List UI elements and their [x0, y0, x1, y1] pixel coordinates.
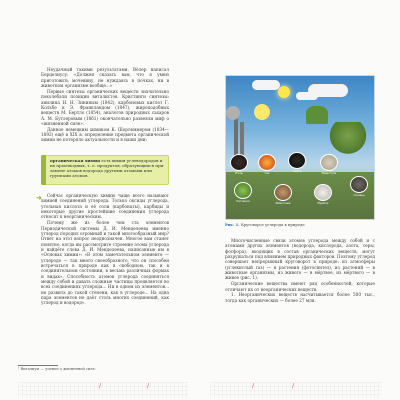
- paragraph: Сейчас органическую химию чаще всего называют химией соединений углерода. Только оксиды углерода, угольная кислота и её соли (карбонаты), карбиды и некоторые другие простейшие соединения углерода относят к неорганическим.: [41, 193, 169, 220]
- arrow-icon: ➜: [36, 194, 42, 202]
- paragraph: Данное немецким химиком К. Шорлеммером (1834—1892) ещё в XIX в. определение предмета органической химии не потеряло актуальности и в наши дни:: [41, 126, 169, 143]
- tree-icon: [326, 122, 370, 156]
- definition-marker: [41, 155, 46, 185]
- tick-mark: [252, 384, 254, 390]
- cloud-icon: [296, 92, 318, 100]
- grid-strip: [210, 382, 382, 398]
- cloud-icon: [252, 80, 280, 90]
- figure-label: Нефть: [292, 169, 302, 173]
- figure-caption: [225, 222, 375, 227]
- definition-term: органическая химия: [50, 158, 101, 163]
- paragraph: Почему же из более чем ста элементов Периодической системы Д. И. Менделеева именно углерод породил огромный и такой многообразный мир? Ответ на этот вопрос неоднозначен. Многое вам станет понятно, когда вы рассмотрите строение атома углерода и найдёте слова Д. И. Менделеева, написанные им в «Основах химии»: «В этом замечательном элементе — углероде — так много своеобразного, что он способен встречаться в природе как в свободном, так и в соединительном состоянии, в весьма различных формах и видах». Способность атомов углерода соединяться между собой и давать сложные частицы проявляется во всех соединениях углерода... Ни в одном из элементов... не развита до такой степени, как в углероде... На одна пара элементов не даёт столь многих соединений, как углерод и водород».: [41, 220, 169, 306]
- footnote-divider: [18, 365, 58, 366]
- left-top-text: [41, 67, 169, 143]
- smokestack: [240, 122, 244, 158]
- figure-label: Газ: [264, 171, 270, 175]
- definition-box: [41, 155, 169, 185]
- figure-label: Растения: [236, 199, 250, 203]
- caption-number: Рис. 1.: [225, 222, 240, 227]
- left-bottom-text: [41, 193, 169, 306]
- tick-mark: [292, 384, 294, 390]
- paragraph: 1. Неорганических веществ насчитывается более 500 тыс., тогда как органических — более 27 млн.: [225, 292, 375, 303]
- coal-thumbnail: [230, 154, 248, 171]
- marble-thumbnail: [314, 184, 332, 201]
- smoke-cloud: [226, 106, 240, 120]
- footnote: ¹ Виталиум — учение о жизненной силе.: [18, 367, 96, 371]
- figure-label: Мрамор: [317, 201, 329, 205]
- right-text: [225, 238, 375, 304]
- figure-label: Животные: [275, 201, 291, 205]
- paragraph: Неудачный такими результатами, Вёлер написал Берцелиусу: «Должен сказать вам, что я умею приготовить мочевину, не нуждаясь в почках, ни в животном организме вообще...»: [41, 67, 169, 89]
- tree-icon: [306, 106, 328, 124]
- shale-thumbnail: [350, 176, 368, 193]
- tick-mark: [147, 384, 149, 390]
- plants-thumbnail: [234, 182, 252, 199]
- smokestack: [234, 116, 238, 158]
- figure-label: Известняк: [321, 171, 337, 175]
- paragraph: Органические вещества имеют ряд особенностей, которые отличают их от неорганических веществ.: [225, 281, 375, 292]
- gas-thumbnail: [258, 154, 276, 171]
- tick-mark: [99, 384, 101, 390]
- figure-label: Сланцы: [353, 193, 365, 197]
- figure-label: Уголь: [235, 171, 243, 175]
- sun-icon: [278, 86, 290, 98]
- animals-thumbnail: [274, 184, 292, 201]
- paragraph: Первые синтезы органических веществ значительно поколебали позиции виталистов. Кристинги синтезы: анилина Н. Н. Зининым (1842), карбоновых кислот Г. Кольбе и Э. Франкландом (1847), жироподобных веществ М. Бертло (1854), аналогов природных сахаров А. М. Бутлеровым (1861) окончательно развеяли миф о «жизненной силе».: [41, 88, 169, 126]
- center-sun-icon: [254, 104, 270, 120]
- limestone-thumbnail: [320, 154, 338, 171]
- caption-text: Круговорот углерода в природе: [240, 222, 305, 227]
- paragraph: Многочисленные связи атомов углерода между собой и с атомами других элементов (водорода, кислорода, азота, серы, фосфора), входящих в состав органических веществ, могут разрушаться под влиянием природных факторов. Поэтому углерод совершает непрерывный круговорот в природе: из атмосферы (углекислый газ) — в растения (фотосинтез), из растений — в животные организмы, из живого — в мёртвое, из мёртвого — в живое (рис. 1).: [225, 238, 375, 281]
- grid-strip: [18, 382, 188, 398]
- oil-thumbnail: [288, 152, 306, 169]
- definition-text: есть химия углеводородов и их производных, т. е. продуктов, образующихся при замене атомов водорода другими атомами или группами атомов.: [50, 158, 164, 179]
- carbon-cycle-figure: [225, 75, 375, 220]
